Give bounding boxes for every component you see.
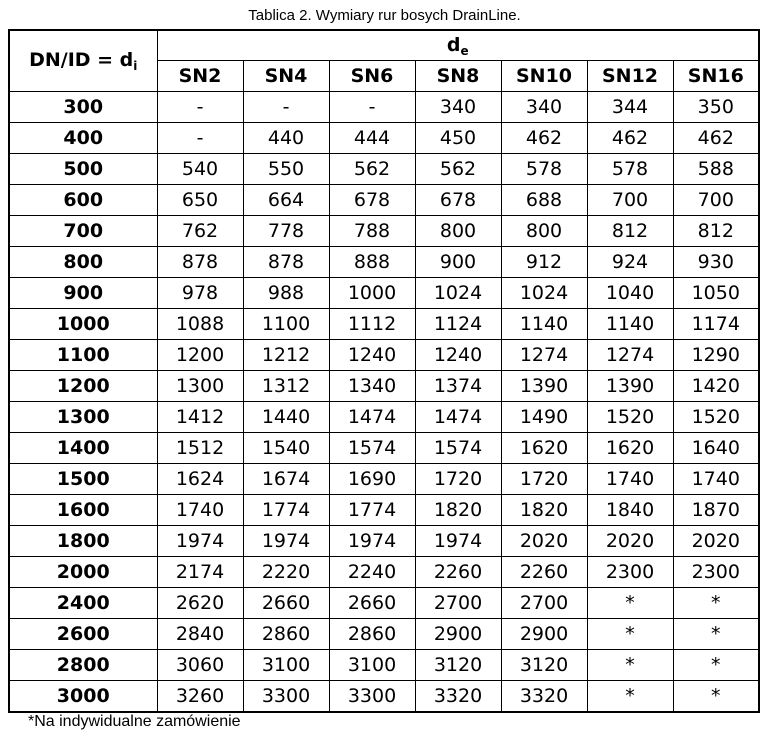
class-header-sn4: SN4 bbox=[243, 61, 329, 92]
header-row-top bbox=[9, 30, 759, 61]
table-row bbox=[9, 340, 759, 371]
table-caption: Tablica 2. Wymiary rur bosych DrainLine. bbox=[248, 7, 521, 24]
value-cell: 762 bbox=[157, 216, 243, 247]
value-cell: 2020 bbox=[587, 526, 673, 557]
value-cell: 888 bbox=[329, 247, 415, 278]
footnote: *Na indywidualne zamówienie bbox=[28, 713, 241, 730]
value-cell: 1840 bbox=[587, 495, 673, 526]
value-cell: 2900 bbox=[415, 619, 501, 650]
table-row bbox=[9, 681, 759, 713]
value-cell: 3320 bbox=[501, 681, 587, 713]
value-cell: 3120 bbox=[415, 650, 501, 681]
value-cell: 1174 bbox=[673, 309, 759, 340]
table-row bbox=[9, 588, 759, 619]
value-cell: 1512 bbox=[157, 433, 243, 464]
outer-diameter-header-main: d bbox=[446, 33, 461, 56]
value-cell: 340 bbox=[415, 92, 501, 123]
value-cell: 924 bbox=[587, 247, 673, 278]
value-cell: 1100 bbox=[243, 309, 329, 340]
value-cell: 2860 bbox=[329, 619, 415, 650]
value-cell: 878 bbox=[157, 247, 243, 278]
value-cell: 1050 bbox=[673, 278, 759, 309]
table-row bbox=[9, 185, 759, 216]
value-cell: 1274 bbox=[501, 340, 587, 371]
value-cell: 1040 bbox=[587, 278, 673, 309]
value-cell: 2174 bbox=[157, 557, 243, 588]
table-row bbox=[9, 123, 759, 154]
value-cell: 2260 bbox=[415, 557, 501, 588]
value-cell: * bbox=[587, 681, 673, 713]
table-row bbox=[9, 309, 759, 340]
value-cell: 1574 bbox=[329, 433, 415, 464]
value-cell: 1420 bbox=[673, 371, 759, 402]
value-cell: 1774 bbox=[243, 495, 329, 526]
value-cell: 1274 bbox=[587, 340, 673, 371]
value-cell: 1300 bbox=[157, 371, 243, 402]
value-cell: 450 bbox=[415, 123, 501, 154]
value-cell: 2300 bbox=[673, 557, 759, 588]
value-cell: 778 bbox=[243, 216, 329, 247]
value-cell: 562 bbox=[329, 154, 415, 185]
dn-cell: 1000 bbox=[9, 309, 157, 340]
value-cell: 440 bbox=[243, 123, 329, 154]
class-header-sn8: SN8 bbox=[415, 61, 501, 92]
value-cell: 1024 bbox=[415, 278, 501, 309]
table-row bbox=[9, 433, 759, 464]
value-cell: 1490 bbox=[501, 402, 587, 433]
value-cell: 2620 bbox=[157, 588, 243, 619]
value-cell: 1390 bbox=[587, 371, 673, 402]
value-cell: 788 bbox=[329, 216, 415, 247]
value-cell: 800 bbox=[415, 216, 501, 247]
table-row bbox=[9, 464, 759, 495]
value-cell: 3260 bbox=[157, 681, 243, 713]
value-cell: 1740 bbox=[587, 464, 673, 495]
value-cell: 1720 bbox=[415, 464, 501, 495]
value-cell: 1200 bbox=[157, 340, 243, 371]
table-row bbox=[9, 371, 759, 402]
value-cell: 1540 bbox=[243, 433, 329, 464]
class-header-sn12: SN12 bbox=[587, 61, 673, 92]
value-cell: 2860 bbox=[243, 619, 329, 650]
table-row bbox=[9, 92, 759, 123]
value-cell: 1870 bbox=[673, 495, 759, 526]
dn-cell: 2800 bbox=[9, 650, 157, 681]
dn-cell: 700 bbox=[9, 216, 157, 247]
value-cell: 800 bbox=[501, 216, 587, 247]
value-cell: 1024 bbox=[501, 278, 587, 309]
table-row bbox=[9, 495, 759, 526]
value-cell: 1690 bbox=[329, 464, 415, 495]
dn-cell: 600 bbox=[9, 185, 157, 216]
value-cell: * bbox=[673, 681, 759, 713]
table-body bbox=[9, 92, 759, 713]
class-header-sn6: SN6 bbox=[329, 61, 415, 92]
value-cell: 588 bbox=[673, 154, 759, 185]
value-cell: 812 bbox=[673, 216, 759, 247]
value-cell: 3100 bbox=[329, 650, 415, 681]
table-row bbox=[9, 650, 759, 681]
value-cell: 1574 bbox=[415, 433, 501, 464]
value-cell: 3100 bbox=[243, 650, 329, 681]
value-cell: 2700 bbox=[501, 588, 587, 619]
value-cell: 340 bbox=[501, 92, 587, 123]
value-cell: 1640 bbox=[673, 433, 759, 464]
value-cell: * bbox=[673, 588, 759, 619]
value-cell: 1974 bbox=[243, 526, 329, 557]
value-cell: 700 bbox=[673, 185, 759, 216]
value-cell: 1440 bbox=[243, 402, 329, 433]
dn-cell: 800 bbox=[9, 247, 157, 278]
value-cell: 688 bbox=[501, 185, 587, 216]
value-cell: 540 bbox=[157, 154, 243, 185]
table-row bbox=[9, 154, 759, 185]
value-cell: 1974 bbox=[157, 526, 243, 557]
outer-diameter-header bbox=[157, 30, 759, 61]
value-cell: 562 bbox=[415, 154, 501, 185]
value-cell: 650 bbox=[157, 185, 243, 216]
value-cell: * bbox=[587, 650, 673, 681]
dn-cell: 2600 bbox=[9, 619, 157, 650]
value-cell: 3320 bbox=[415, 681, 501, 713]
table-row bbox=[9, 557, 759, 588]
value-cell: 1374 bbox=[415, 371, 501, 402]
value-cell: 2660 bbox=[329, 588, 415, 619]
value-cell: 1124 bbox=[415, 309, 501, 340]
value-cell: 1112 bbox=[329, 309, 415, 340]
value-cell: 2260 bbox=[501, 557, 587, 588]
value-cell: 462 bbox=[587, 123, 673, 154]
value-cell: 3060 bbox=[157, 650, 243, 681]
value-cell: 678 bbox=[329, 185, 415, 216]
value-cell: * bbox=[587, 619, 673, 650]
value-cell: 1774 bbox=[329, 495, 415, 526]
value-cell: 1740 bbox=[157, 495, 243, 526]
dn-cell: 2400 bbox=[9, 588, 157, 619]
value-cell: 1290 bbox=[673, 340, 759, 371]
value-cell: 812 bbox=[587, 216, 673, 247]
value-cell: 1412 bbox=[157, 402, 243, 433]
outer-diameter-header-sub: e bbox=[460, 43, 469, 58]
table-row bbox=[9, 278, 759, 309]
dn-cell: 1500 bbox=[9, 464, 157, 495]
dn-cell: 400 bbox=[9, 123, 157, 154]
value-cell: 912 bbox=[501, 247, 587, 278]
value-cell: 344 bbox=[587, 92, 673, 123]
value-cell: 1520 bbox=[673, 402, 759, 433]
value-cell: 2220 bbox=[243, 557, 329, 588]
dn-cell: 1200 bbox=[9, 371, 157, 402]
dn-cell: 3000 bbox=[9, 681, 157, 713]
dn-id-header bbox=[9, 30, 157, 92]
value-cell: 462 bbox=[501, 123, 587, 154]
value-cell: - bbox=[243, 92, 329, 123]
value-cell: 678 bbox=[415, 185, 501, 216]
value-cell: 2300 bbox=[587, 557, 673, 588]
value-cell: 1974 bbox=[329, 526, 415, 557]
value-cell: 1212 bbox=[243, 340, 329, 371]
table-row bbox=[9, 402, 759, 433]
value-cell: - bbox=[329, 92, 415, 123]
pipe-dimensions-table bbox=[8, 29, 760, 713]
value-cell: 1340 bbox=[329, 371, 415, 402]
value-cell: 462 bbox=[673, 123, 759, 154]
class-header-sn10: SN10 bbox=[501, 61, 587, 92]
value-cell: 1624 bbox=[157, 464, 243, 495]
value-cell: - bbox=[157, 123, 243, 154]
value-cell: 2700 bbox=[415, 588, 501, 619]
value-cell: 1974 bbox=[415, 526, 501, 557]
value-cell: - bbox=[157, 92, 243, 123]
dn-cell: 2000 bbox=[9, 557, 157, 588]
value-cell: 444 bbox=[329, 123, 415, 154]
value-cell: 1240 bbox=[415, 340, 501, 371]
value-cell: 550 bbox=[243, 154, 329, 185]
value-cell: 878 bbox=[243, 247, 329, 278]
value-cell: 1620 bbox=[587, 433, 673, 464]
value-cell: * bbox=[587, 588, 673, 619]
dn-cell: 500 bbox=[9, 154, 157, 185]
dn-cell: 1400 bbox=[9, 433, 157, 464]
class-header-sn2: SN2 bbox=[157, 61, 243, 92]
value-cell: 578 bbox=[501, 154, 587, 185]
table-row bbox=[9, 526, 759, 557]
value-cell: * bbox=[673, 650, 759, 681]
value-cell: * bbox=[673, 619, 759, 650]
value-cell: 1820 bbox=[415, 495, 501, 526]
value-cell: 1140 bbox=[501, 309, 587, 340]
value-cell: 1140 bbox=[587, 309, 673, 340]
dn-cell: 900 bbox=[9, 278, 157, 309]
value-cell: 2840 bbox=[157, 619, 243, 650]
value-cell: 3300 bbox=[329, 681, 415, 713]
value-cell: 2240 bbox=[329, 557, 415, 588]
dn-id-header-sub: i bbox=[133, 59, 138, 73]
value-cell: 2020 bbox=[673, 526, 759, 557]
dn-cell: 1100 bbox=[9, 340, 157, 371]
value-cell: 1674 bbox=[243, 464, 329, 495]
dn-cell: 1600 bbox=[9, 495, 157, 526]
value-cell: 1000 bbox=[329, 278, 415, 309]
value-cell: 1088 bbox=[157, 309, 243, 340]
value-cell: 2660 bbox=[243, 588, 329, 619]
value-cell: 1820 bbox=[501, 495, 587, 526]
dn-cell: 300 bbox=[9, 92, 157, 123]
value-cell: 1474 bbox=[329, 402, 415, 433]
value-cell: 2020 bbox=[501, 526, 587, 557]
dn-cell: 1800 bbox=[9, 526, 157, 557]
value-cell: 900 bbox=[415, 247, 501, 278]
table-row bbox=[9, 619, 759, 650]
value-cell: 1720 bbox=[501, 464, 587, 495]
value-cell: 1312 bbox=[243, 371, 329, 402]
value-cell: 1620 bbox=[501, 433, 587, 464]
value-cell: 1474 bbox=[415, 402, 501, 433]
value-cell: 1520 bbox=[587, 402, 673, 433]
table-row bbox=[9, 216, 759, 247]
dn-id-header-main: DN/ID = d bbox=[29, 49, 134, 71]
value-cell: 1390 bbox=[501, 371, 587, 402]
value-cell: 1240 bbox=[329, 340, 415, 371]
table-row bbox=[9, 247, 759, 278]
value-cell: 1740 bbox=[673, 464, 759, 495]
dn-cell: 1300 bbox=[9, 402, 157, 433]
class-header-sn16: SN16 bbox=[673, 61, 759, 92]
value-cell: 988 bbox=[243, 278, 329, 309]
value-cell: 664 bbox=[243, 185, 329, 216]
value-cell: 350 bbox=[673, 92, 759, 123]
value-cell: 578 bbox=[587, 154, 673, 185]
value-cell: 978 bbox=[157, 278, 243, 309]
value-cell: 3300 bbox=[243, 681, 329, 713]
value-cell: 700 bbox=[587, 185, 673, 216]
value-cell: 2900 bbox=[501, 619, 587, 650]
value-cell: 3120 bbox=[501, 650, 587, 681]
value-cell: 930 bbox=[673, 247, 759, 278]
